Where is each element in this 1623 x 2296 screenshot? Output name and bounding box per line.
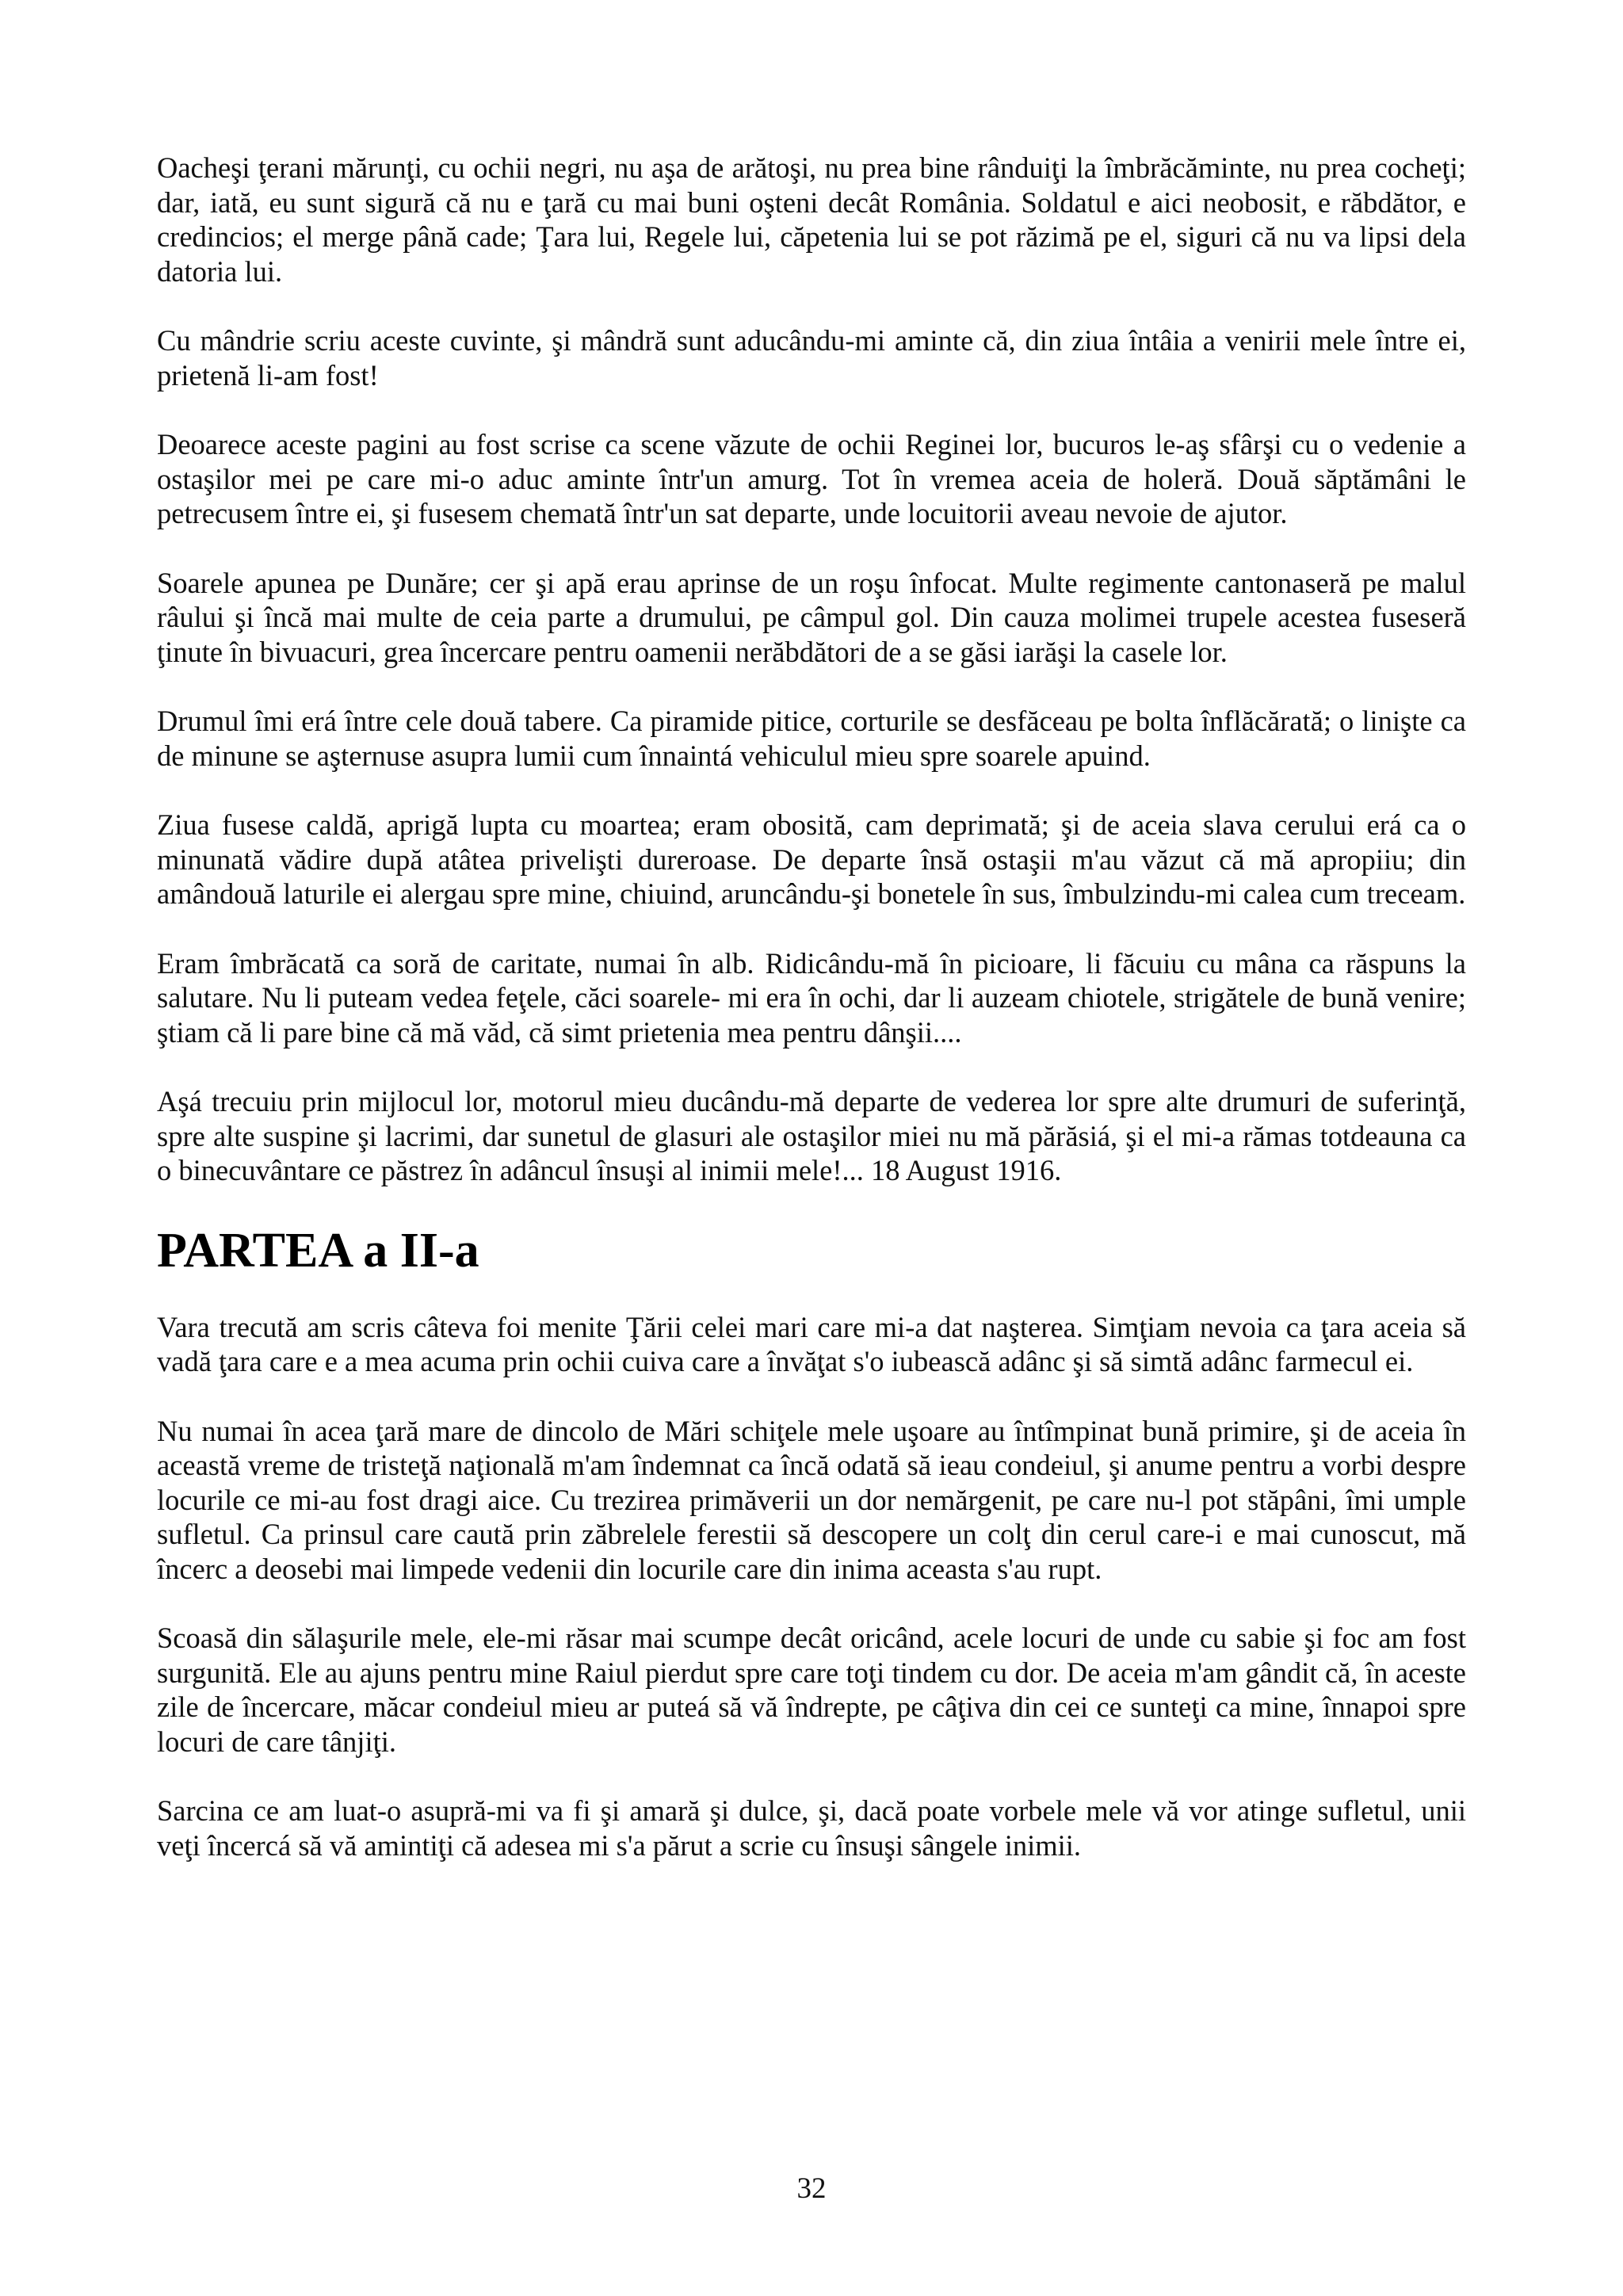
paragraph-6: Ziua fusese caldă, aprigă lupta cu moartea; eram obosită, cam deprimată; şi de aceia slava cerului erá ca o minunată vădire după atâtea privelişti dureroase. De departe însă ostaşii m'au văzut că mă apropiiu; din amândouă laturile ei alergau spre mine, chiuind, aruncându-şi bonetele în sus, îmbulzindu-mi calea cum treceam. — [157, 808, 1466, 910]
paragraph-11: Scoasă din sălaşurile mele, ele-mi răsar mai scumpe decât oricând, acele locuri de unde cu sabie şi foc am fost surgunită. Ele au ajuns pentru mine Raiul pierdut spre care toţi tindem cu dor. De aceia m'am gândit că, în aceste zile de încercare, măcar condeiul mieu ar puteá să vă îndrepte, pe câţiva din cei ce sunteţi ca mine, înnapoi spre locuri de care tânjiţi. — [157, 1622, 1466, 1758]
paragraph-10: Nu numai în acea ţară mare de dincolo de Mări schiţele mele uşoare au întîmpinat bună primire, şi de aceia în această vreme de tristeţă naţională m'am îndemnat ca încă odată să ieau condeiul, şi anume pentru a vorbi despre locurile ce mi-au fost dragi aice. Cu trezirea primăverii un dor nemărgenit, pe care nu-l pot stăpâni, îmi umple sufletul. Ca prinsul care caută prin zăbrelele ferestii să descopere un colţ din cerul care-i e mai cunoscut, mă încerc a deosebi mai limpede vedenii din locurile care din inima aceasta s'au rupt. — [157, 1414, 1466, 1585]
document-page — [157, 151, 1466, 1897]
paragraph-5: Drumul îmi erá între cele două tabere. Ca piramide pitice, corturile se desfăceau pe bolta înflăcărată; o linişte ca de minune se aşternuse asupra lumii cum înnaintá vehiculul mieu spre soarele apuind. — [157, 705, 1466, 772]
paragraph-7: Eram îmbrăcată ca soră de caritate, numai în alb. Ridicându-mă în picioare, li făcuiu cu mâna ca răspuns la salutare. Nu li puteam vedea feţele, căci soarele- mi era în ochi, dar li auzeam chiotele, strigătele de bună venire; ştiam că li pare bine că mă văd, că simt prietenia mea pentru dânşii.... — [157, 946, 1466, 1049]
paragraph-12: Sarcina ce am luat-o asupră-mi va fi şi amară şi dulce, şi, dacă poate vorbele mele vă vor atinge sufletul, unii veţi încercá să vă amintiţi că adesea mi s'a părut a scrie cu însuşi sângele inimii. — [157, 1794, 1466, 1862]
paragraph-2: Cu mândrie scriu aceste cuvinte, şi mândră sunt aducându-mi aminte că, din ziua întâia a venirii mele între ei, prietenă li-am fost! — [157, 324, 1466, 392]
paragraph-3: Deoarece aceste pagini au fost scrise ca scene văzute de ochii Reginei lor, bucuros le-aş sfârşi cu o vedenie a ostaşilor mei pe care mi-o aduc aminte într'un amurg. Tot în vremea aceia de holeră. Două săptămâni le petrecusem între ei, şi fusesem chemată într'un sat departe, unde locuitorii aveau nevoie de ajutor. — [157, 428, 1466, 529]
paragraph-1: Oacheşi ţerani mărunţi, cu ochii negri, nu aşa de arătoşi, nu prea bine rânduiţi la îmbrăcăminte, nu prea cocheţi; dar, iată, eu sunt sigură că nu e ţară cu mai buni oşteni decât România. Soldatul e aici neobosit, e răbdător, e credincios; el merge până cade; Ţara lui, Regele lui, căpetenia lui se pot răzimă pe el, siguri că nu va lipsi dela datoria lui. — [157, 151, 1466, 288]
paragraph-4: Soarele apunea pe Dunăre; cer şi apă erau aprinse de un roşu înfocat. Multe regimente cantonaseră pe malul râului şi încă mai multe de ceia parte a drumului, pe câmpul gol. Din cauza molimei trupele acestea fuseseră ţinute în bivuacuri, grea încercare pentru oamenii nerăbdători de a se găsi iarăşi la casele lor. — [157, 566, 1466, 668]
page-number: 32 — [796, 2172, 827, 2205]
section-heading: PARTEA a II-a — [157, 1223, 479, 1278]
paragraph-8: Aşá trecuiu prin mijlocul lor, motorul mieu ducându-mă departe de vederea lor spre alte drumuri de suferinţă, spre alte suspine şi lacrimi, dar sunetul de glasuri ale ostaşilor miei nu mă părăsiá, şi el mi-a rămas totdeauna ca o binecuvântare ce păstrez în adâncul însuşi al inimii mele!... 18 August 1916. — [157, 1085, 1466, 1186]
paragraph-9: Vara trecută am scris câteva foi menite Ţării celei mari care mi-a dat naşterea. Simţiam nevoia ca ţara aceia să vadă ţara care e a mea acuma prin ochii cuiva care a învăţat s'o iubească adânc şi să simtă adânc farmecul ei. — [157, 1310, 1466, 1377]
